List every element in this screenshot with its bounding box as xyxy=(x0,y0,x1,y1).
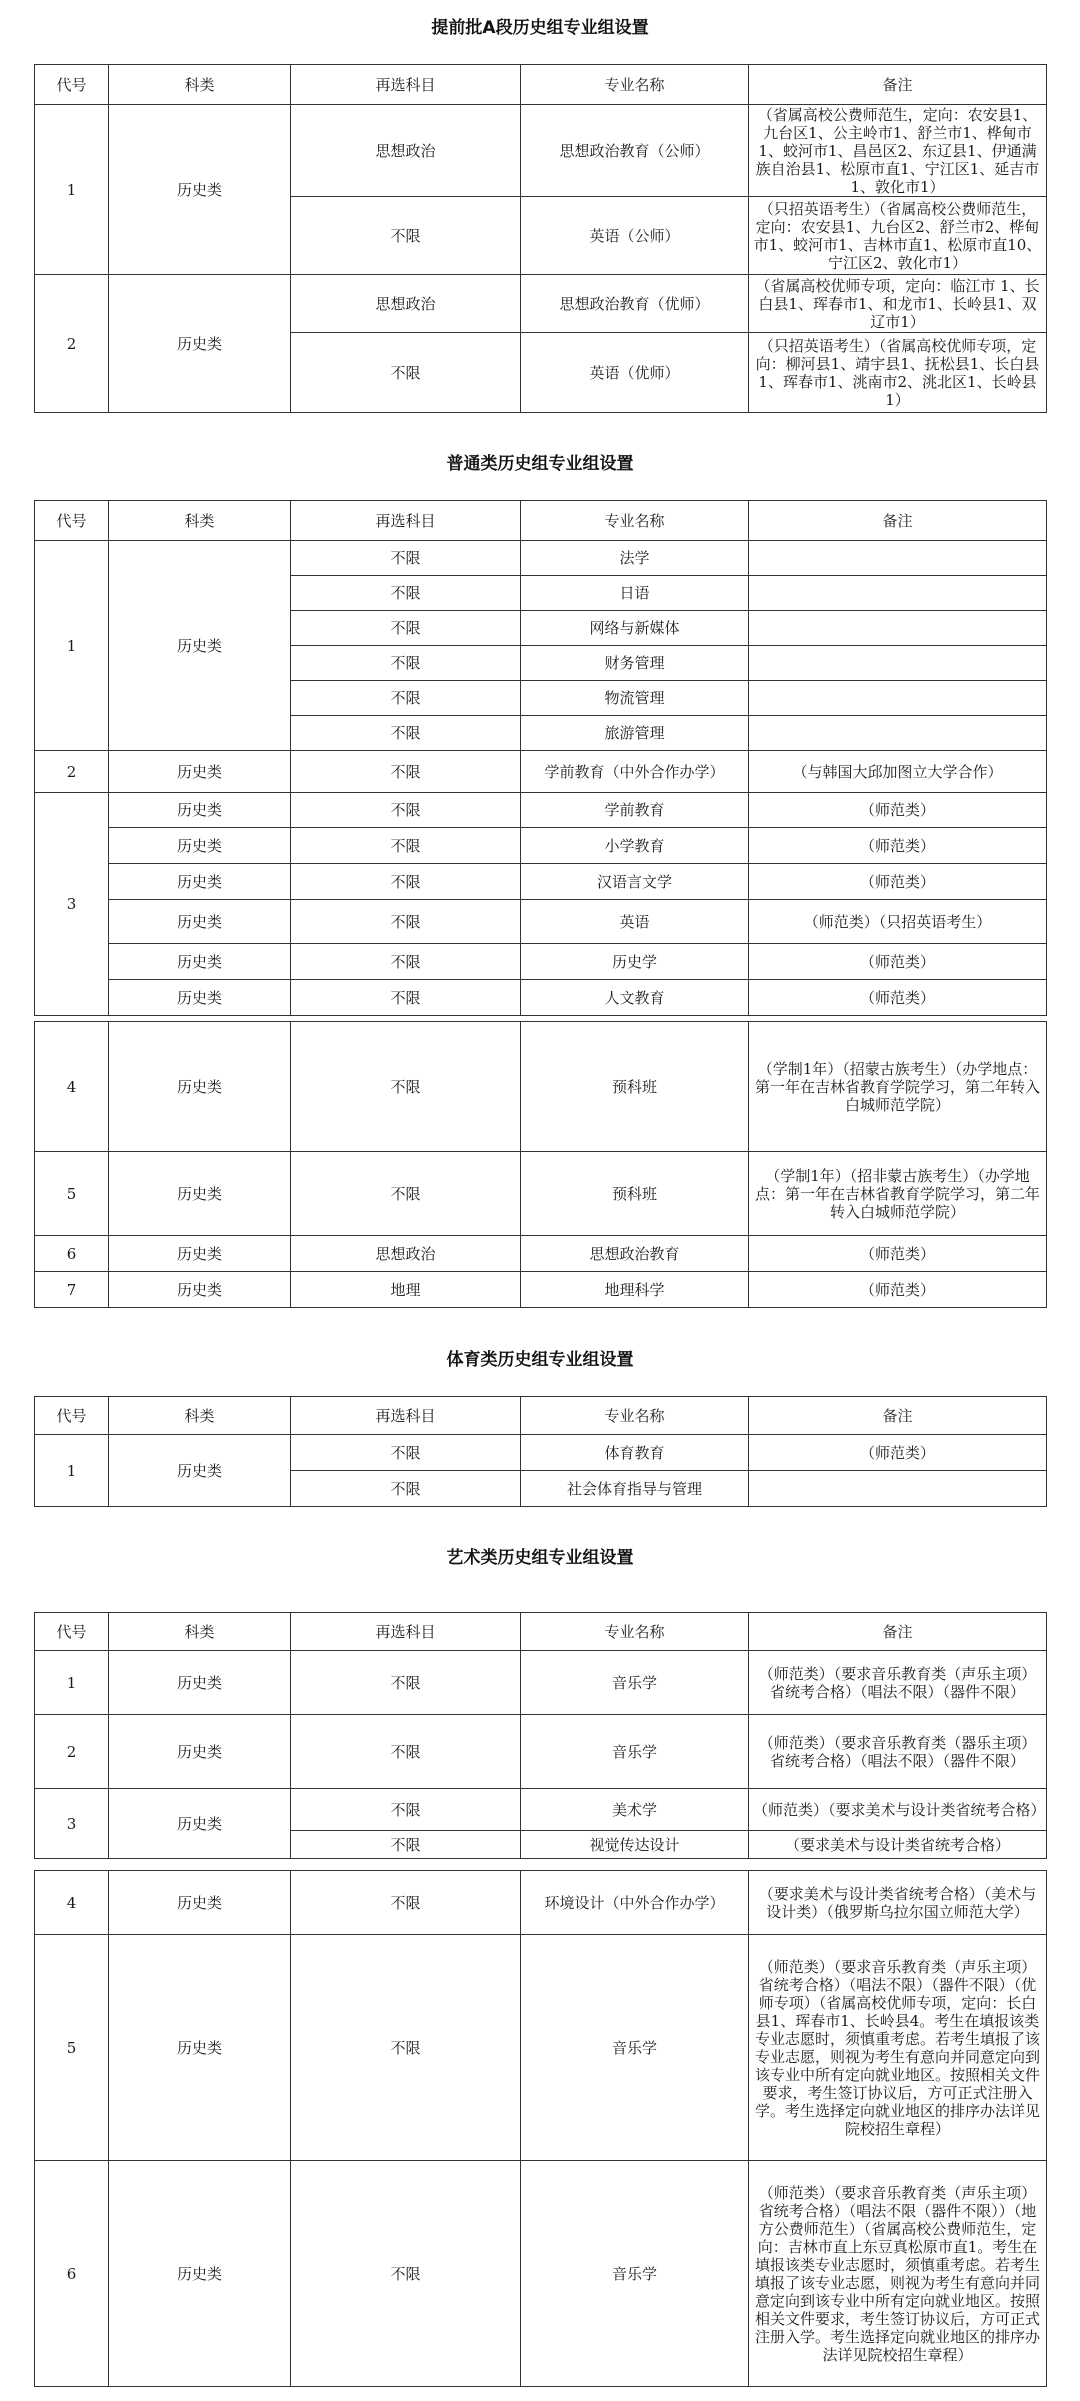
header-major: 专业名称 xyxy=(521,501,749,541)
note-cell xyxy=(749,716,1047,751)
group-code: 7 xyxy=(35,1272,109,1308)
header-major: 专业名称 xyxy=(521,1397,749,1435)
note-cell: （师范类） xyxy=(749,793,1047,828)
table-row xyxy=(35,1871,1047,1935)
major-cell: 思想政治教育（公师） xyxy=(521,105,749,197)
group-category: 历史类 xyxy=(109,1935,291,2161)
group-category: 历史类 xyxy=(109,1272,291,1308)
group-category: 历史类 xyxy=(109,2161,291,2387)
group-code: 2 xyxy=(35,275,109,413)
note-cell: （师范类）（要求音乐教育类（声乐主项）省统考合格）（唱法不限）（器件不限）（优师专项）（省属高校优师专项，定向：长白县1、珲春市1、长岭县4。考生在填报该类专业志愿时，须慎重考虑。若考生填报了该专业志愿，则视为考生有意向并同意定向到该专业中所有定向就业地区。按照相关文件要求，考生签订协议后，方可正式注册入学。考生选择定向就业地区的排序办法详见院校招生章程） xyxy=(749,1935,1047,2161)
table-row xyxy=(35,864,1047,900)
subject-cell: 不限 xyxy=(291,1651,521,1715)
table-row xyxy=(35,1651,1047,1715)
subject-cell: 不限 xyxy=(291,751,521,793)
category-cell: 历史类 xyxy=(109,944,291,980)
table-row xyxy=(35,1152,1047,1236)
subject-cell: 思想政治 xyxy=(291,1236,521,1272)
group-code: 5 xyxy=(35,1152,109,1236)
category-cell: 历史类 xyxy=(109,900,291,944)
major-cell: 音乐学 xyxy=(521,1651,749,1715)
note-cell: （师范类）（要求音乐教育类（声乐主项）省统考合格）（唱法不限）（器件不限） xyxy=(749,1651,1047,1715)
note-cell: （只招英语考生）（省属高校公费师范生，定向：农安县1、九台区2、舒兰市2、桦甸市1、蛟河市1、吉林市直1、松原市直10、宁江区2、敦化市1） xyxy=(749,197,1047,275)
note-cell: （师范类）（要求音乐教育类（器乐主项）省统考合格）（唱法不限）（器件不限） xyxy=(749,1715,1047,1789)
table-row xyxy=(35,980,1047,1016)
note-cell: （只招英语考生）（省属高校优师专项，定向：柳河县1、靖宇县1、抚松县1、长白县1、珲春市1、洮南市2、洮北区1、长岭县1） xyxy=(749,333,1047,413)
table-row xyxy=(35,1789,1047,1831)
header-code: 代号 xyxy=(35,65,109,105)
header-subject: 再选科目 xyxy=(291,501,521,541)
major-cell: 人文教育 xyxy=(521,980,749,1016)
major-cell: 物流管理 xyxy=(521,681,749,716)
table-row xyxy=(35,1715,1047,1789)
major-cell: 思想政治教育 xyxy=(521,1236,749,1272)
category-cell: 历史类 xyxy=(109,980,291,1016)
note-cell xyxy=(749,541,1047,576)
note-cell: （省属高校公费师范生，定向：农安县1、九台区1、公主岭市1、舒兰市1、桦甸市1、蛟河市1、昌邑区2、东辽县1、伊通满族自治县1、松原市直1、宁江区1、延吉市1、敦化市1） xyxy=(749,105,1047,197)
major-cell: 思想政治教育（优师） xyxy=(521,275,749,333)
table-row xyxy=(35,541,1047,576)
group-code: 1 xyxy=(35,1435,109,1507)
group-category: 历史类 xyxy=(109,1715,291,1789)
group-category: 历史类 xyxy=(109,1022,291,1152)
note-cell: （师范类）（只招英语考生） xyxy=(749,900,1047,944)
group-category: 历史类 xyxy=(109,1435,291,1507)
section-title-sports: 体育类历史组专业组设置 xyxy=(446,1350,634,1370)
header-note: 备注 xyxy=(749,1397,1047,1435)
table-header-row xyxy=(35,65,1047,105)
subject-cell: 不限 xyxy=(291,828,521,864)
header-category: 科类 xyxy=(109,65,291,105)
table-row xyxy=(35,1435,1047,1471)
table-row xyxy=(35,1935,1047,2161)
note-cell: （与韩国大邱加图立大学合作） xyxy=(749,751,1047,793)
major-cell: 财务管理 xyxy=(521,646,749,681)
group-category: 历史类 xyxy=(109,105,291,275)
major-cell: 美术学 xyxy=(521,1789,749,1831)
section-title-arts: 艺术类历史组专业组设置 xyxy=(446,1548,634,1568)
major-cell: 体育教育 xyxy=(521,1435,749,1471)
subject-cell: 不限 xyxy=(291,197,521,275)
major-cell: 社会体育指导与管理 xyxy=(521,1471,749,1507)
subject-cell: 不限 xyxy=(291,2161,521,2387)
note-cell: （师范类）（要求美术与设计类省统考合格） xyxy=(749,1789,1047,1831)
group-code: 1 xyxy=(35,105,109,275)
major-cell: 法学 xyxy=(521,541,749,576)
category-cell: 历史类 xyxy=(109,828,291,864)
major-cell: 网络与新媒体 xyxy=(521,611,749,646)
group-code: 4 xyxy=(35,1022,109,1152)
group-category: 历史类 xyxy=(109,541,291,751)
major-cell: 音乐学 xyxy=(521,2161,749,2387)
note-cell: （学制1年）（招非蒙古族考生）（办学地点：第一年在吉林省教育学院学习，第二年转入白城师范学院） xyxy=(749,1152,1047,1236)
major-cell: 日语 xyxy=(521,576,749,611)
section-title-advance-batch: 提前批A段历史组专业组设置 xyxy=(431,18,649,38)
major-cell: 地理科学 xyxy=(521,1272,749,1308)
major-cell: 音乐学 xyxy=(521,1935,749,2161)
subject-cell: 不限 xyxy=(291,1435,521,1471)
subject-cell: 不限 xyxy=(291,864,521,900)
subject-cell: 不限 xyxy=(291,1871,521,1935)
sports-table xyxy=(34,1396,1047,1507)
note-cell xyxy=(749,576,1047,611)
table-header-row xyxy=(35,1397,1047,1435)
group-code: 1 xyxy=(35,541,109,751)
major-cell: 历史学 xyxy=(521,944,749,980)
table-row xyxy=(35,900,1047,944)
note-cell: （师范类） xyxy=(749,828,1047,864)
note-cell: （师范类） xyxy=(749,1435,1047,1471)
general-table-part2 xyxy=(34,1021,1047,1308)
advance-batch-table xyxy=(34,64,1047,413)
major-cell: 旅游管理 xyxy=(521,716,749,751)
subject-cell: 不限 xyxy=(291,646,521,681)
note-cell xyxy=(749,1471,1047,1507)
major-cell: 汉语言文学 xyxy=(521,864,749,900)
subject-cell: 不限 xyxy=(291,1715,521,1789)
category-cell: 历史类 xyxy=(109,864,291,900)
group-code: 3 xyxy=(35,793,109,1016)
arts-table-part2 xyxy=(34,1870,1047,2387)
major-cell: 学前教育（中外合作办学） xyxy=(521,751,749,793)
table-header-row xyxy=(35,501,1047,541)
table-row xyxy=(35,2161,1047,2387)
header-note: 备注 xyxy=(749,501,1047,541)
subject-cell: 不限 xyxy=(291,980,521,1016)
subject-cell: 不限 xyxy=(291,944,521,980)
table-row xyxy=(35,1236,1047,1272)
header-category: 科类 xyxy=(109,1397,291,1435)
subject-cell: 不限 xyxy=(291,716,521,751)
table-row xyxy=(35,828,1047,864)
note-cell: （要求美术与设计类省统考合格） xyxy=(749,1831,1047,1859)
group-code: 2 xyxy=(35,751,109,793)
note-cell: （学制1年）（招蒙古族考生）（办学地点：第一年在吉林省教育学院学习，第二年转入白城师范学院） xyxy=(749,1022,1047,1152)
header-major: 专业名称 xyxy=(521,65,749,105)
major-cell: 小学教育 xyxy=(521,828,749,864)
header-subject: 再选科目 xyxy=(291,65,521,105)
subject-cell: 不限 xyxy=(291,333,521,413)
group-category: 历史类 xyxy=(109,275,291,413)
note-cell: （省属高校优师专项，定向：临江市 1、长白县1、珲春市1、和龙市1、长岭县1、双辽市1） xyxy=(749,275,1047,333)
header-category: 科类 xyxy=(109,501,291,541)
table-row xyxy=(35,1272,1047,1308)
major-cell: 视觉传达设计 xyxy=(521,1831,749,1859)
note-cell: （师范类） xyxy=(749,980,1047,1016)
subject-cell: 不限 xyxy=(291,576,521,611)
major-cell: 学前教育 xyxy=(521,793,749,828)
group-code: 6 xyxy=(35,1236,109,1272)
group-category: 历史类 xyxy=(109,1789,291,1859)
note-cell xyxy=(749,681,1047,716)
header-code: 代号 xyxy=(35,1397,109,1435)
subject-cell: 不限 xyxy=(291,1022,521,1152)
group-code: 1 xyxy=(35,1651,109,1715)
group-category: 历史类 xyxy=(109,1152,291,1236)
category-cell: 历史类 xyxy=(109,793,291,828)
subject-cell: 不限 xyxy=(291,1935,521,2161)
header-code: 代号 xyxy=(35,1613,109,1651)
note-cell: （要求美术与设计类省统考合格）（美术与设计类）（俄罗斯乌拉尔国立师范大学） xyxy=(749,1871,1047,1935)
subject-cell: 不限 xyxy=(291,611,521,646)
note-cell xyxy=(749,611,1047,646)
table-row xyxy=(35,944,1047,980)
subject-cell: 不限 xyxy=(291,1789,521,1831)
note-cell xyxy=(749,646,1047,681)
subject-cell: 不限 xyxy=(291,793,521,828)
group-code: 4 xyxy=(35,1871,109,1935)
table-row xyxy=(35,793,1047,828)
subject-cell: 不限 xyxy=(291,1471,521,1507)
group-code: 6 xyxy=(35,2161,109,2387)
header-subject: 再选科目 xyxy=(291,1397,521,1435)
group-code: 2 xyxy=(35,1715,109,1789)
subject-cell: 思想政治 xyxy=(291,105,521,197)
note-cell: （师范类）（要求音乐教育类（声乐主项）省统考合格）（唱法不限（器件不限））（地方公费师范生）（省属高校公费师范生，定向：吉林市直上东豆真松原市直1。考生在填报该类专业志愿时，须慎重考虑。若考生填报了该专业志愿，则视为考生有意向并同意定向到该专业中所有定向就业地区。按照相关文件要求，考生签订协议后，方可正式注册入学。考生选择定向就业地区的排序办法详见院校招生章程） xyxy=(749,2161,1047,2387)
major-cell: 英语 xyxy=(521,900,749,944)
group-category: 历史类 xyxy=(109,1871,291,1935)
group-code: 3 xyxy=(35,1789,109,1859)
header-note: 备注 xyxy=(749,1613,1047,1651)
group-category: 历史类 xyxy=(109,751,291,793)
subject-cell: 不限 xyxy=(291,681,521,716)
major-cell: 环境设计（中外合作办学） xyxy=(521,1871,749,1935)
major-cell: 音乐学 xyxy=(521,1715,749,1789)
subject-cell: 不限 xyxy=(291,900,521,944)
note-cell: （师范类） xyxy=(749,1272,1047,1308)
table-row xyxy=(35,1022,1047,1152)
subject-cell: 不限 xyxy=(291,1152,521,1236)
group-category: 历史类 xyxy=(109,1651,291,1715)
table-row xyxy=(35,105,1047,197)
table-header-row xyxy=(35,1613,1047,1651)
header-major: 专业名称 xyxy=(521,1613,749,1651)
major-cell: 预科班 xyxy=(521,1152,749,1236)
header-note: 备注 xyxy=(749,65,1047,105)
subject-cell: 地理 xyxy=(291,1272,521,1308)
subject-cell: 思想政治 xyxy=(291,275,521,333)
subject-cell: 不限 xyxy=(291,541,521,576)
arts-table-part1 xyxy=(34,1612,1047,1859)
major-cell: 英语（公师） xyxy=(521,197,749,275)
subject-cell: 不限 xyxy=(291,1831,521,1859)
group-code: 5 xyxy=(35,1935,109,2161)
general-table-part1 xyxy=(34,500,1047,1016)
header-category: 科类 xyxy=(109,1613,291,1651)
table-row xyxy=(35,751,1047,793)
major-cell: 英语（优师） xyxy=(521,333,749,413)
note-cell: （师范类） xyxy=(749,1236,1047,1272)
header-subject: 再选科目 xyxy=(291,1613,521,1651)
header-code: 代号 xyxy=(35,501,109,541)
table-row xyxy=(35,275,1047,333)
major-cell: 预科班 xyxy=(521,1022,749,1152)
group-category: 历史类 xyxy=(109,1236,291,1272)
section-title-general: 普通类历史组专业组设置 xyxy=(446,454,634,474)
note-cell: （师范类） xyxy=(749,944,1047,980)
note-cell: （师范类） xyxy=(749,864,1047,900)
